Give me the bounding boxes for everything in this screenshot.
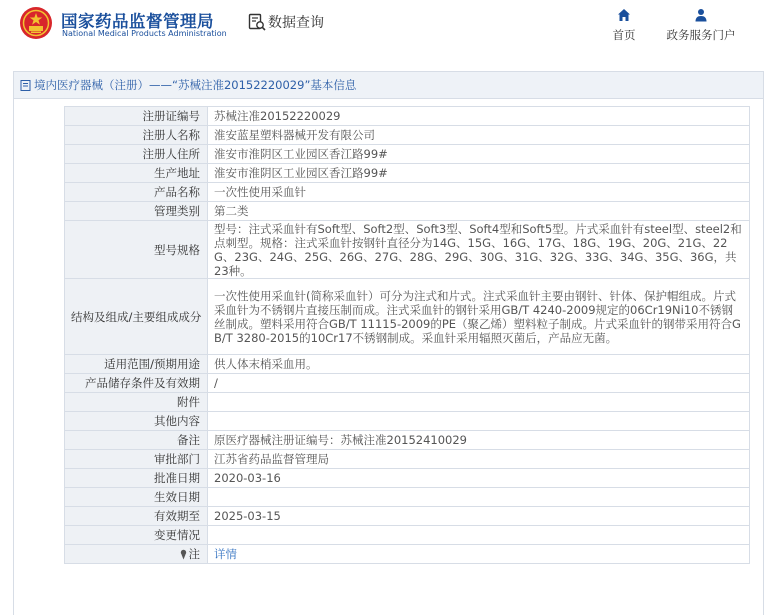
national-emblem-logo	[19, 6, 53, 40]
nav-service-label: 政务服务门户	[666, 28, 736, 42]
field-value: 2025-03-15	[208, 507, 750, 526]
field-value: 供人体末梢采血用。	[208, 355, 750, 374]
field-label: 有效期至	[65, 507, 208, 526]
table-row	[65, 145, 750, 164]
table-row	[65, 183, 750, 202]
nav-home-label: 首页	[612, 28, 636, 42]
field-value	[208, 393, 750, 412]
field-label: 审批部门	[65, 450, 208, 469]
field-value: 一次性使用采血针	[208, 183, 750, 202]
nav-home-link[interactable]	[608, 8, 640, 43]
info-table	[64, 106, 750, 564]
table-row	[65, 374, 750, 393]
field-value: 江苏省药品监督管理局	[208, 450, 750, 469]
document-icon	[20, 80, 31, 91]
note-label: 注	[188, 547, 200, 561]
table-row	[65, 393, 750, 412]
field-label: 生效日期	[65, 488, 208, 507]
field-label: 批准日期	[65, 469, 208, 488]
table-row	[65, 202, 750, 221]
field-value	[208, 412, 750, 431]
table-row	[65, 221, 750, 279]
table-row	[65, 412, 750, 431]
field-value: 2020-03-16	[208, 469, 750, 488]
field-label: 注册证编号	[65, 107, 208, 126]
site-header	[0, 0, 767, 58]
data-query-icon[interactable]	[248, 13, 266, 31]
table-row	[65, 164, 750, 183]
field-value: 第二类	[208, 202, 750, 221]
field-value	[208, 526, 750, 545]
field-label: 变更情况	[65, 526, 208, 545]
field-label: 注册人名称	[65, 126, 208, 145]
table-row	[65, 469, 750, 488]
table-row	[65, 526, 750, 545]
field-label: 管理类别	[65, 202, 208, 221]
field-value	[208, 488, 750, 507]
table-row	[65, 431, 750, 450]
table-row	[65, 488, 750, 507]
site-title[interactable]: 国家药品监督管理局	[61, 12, 214, 31]
user-icon	[694, 8, 708, 22]
note-label-cell	[65, 545, 208, 564]
breadcrumb	[14, 72, 763, 99]
data-query-label[interactable]: 数据查询	[268, 15, 324, 31]
site-subtitle: National Medical Products Administration	[62, 29, 227, 38]
table-row	[65, 450, 750, 469]
table-row	[65, 355, 750, 374]
field-label: 其他内容	[65, 412, 208, 431]
field-value: /	[208, 374, 750, 393]
table-row	[65, 279, 750, 355]
nav-service-portal-link[interactable]	[660, 8, 742, 43]
home-icon	[617, 8, 631, 22]
field-value: 型号：注式采血针有Soft型、Soft2型、Soft3型、Soft4型和Soft5型。片式采血针有steel型、steel2和点刺型。规格：注式采血针按钢针直径分为14G、15G、16G、17G、18G、19G、20G、21G、22G、23G、24G、25G、26G、27G、28G、29G、30G、31G、32G、33G、34G、35G、36G，共23种。	[208, 221, 750, 279]
field-label: 产品名称	[65, 183, 208, 202]
field-label: 结构及组成/主要组成成分	[65, 279, 208, 355]
field-label: 生产地址	[65, 164, 208, 183]
field-label: 注册人住所	[65, 145, 208, 164]
field-value: 一次性使用采血针(简称采血针）可分为注式和片式。注式采血针主要由钢针、针体、保护帽组成。片式采血针为不锈钢片直接压制而成。注式采血针的钢针采用GB/T 4240-2009规定的06Cr19Ni10不锈钢丝制成。塑料采用符合GB/T 11115-2009的PE（聚乙烯）塑料粒子制成。片式采血针的钢带采用符合GB/T 3280-2015的10Cr17不锈钢制成。采血针采用辐照灭菌后，产品应无菌。	[208, 279, 750, 355]
field-value: 原医疗器械注册证编号：苏械注准20152410029	[208, 431, 750, 450]
details-link[interactable]: 详情	[214, 547, 237, 561]
table-row	[65, 126, 750, 145]
table-row	[65, 507, 750, 526]
pin-icon	[179, 549, 188, 560]
field-value: 淮安市淮阴区工业园区香江路99#	[208, 164, 750, 183]
field-label: 备注	[65, 431, 208, 450]
field-value: 淮安市淮阴区工业园区香江路99#	[208, 145, 750, 164]
field-label: 型号规格	[65, 221, 208, 279]
field-label: 适用范围/预期用途	[65, 355, 208, 374]
field-label: 附件	[65, 393, 208, 412]
table-row	[65, 545, 750, 564]
table-row	[65, 107, 750, 126]
field-label: 产品储存条件及有效期	[65, 374, 208, 393]
field-value: 苏械注准20152220029	[208, 107, 750, 126]
panel-title: 境内医疗器械（注册）——“苏械注准20152220029”基本信息	[34, 78, 357, 92]
field-value: 淮安蓝星塑料器械开发有限公司	[208, 126, 750, 145]
